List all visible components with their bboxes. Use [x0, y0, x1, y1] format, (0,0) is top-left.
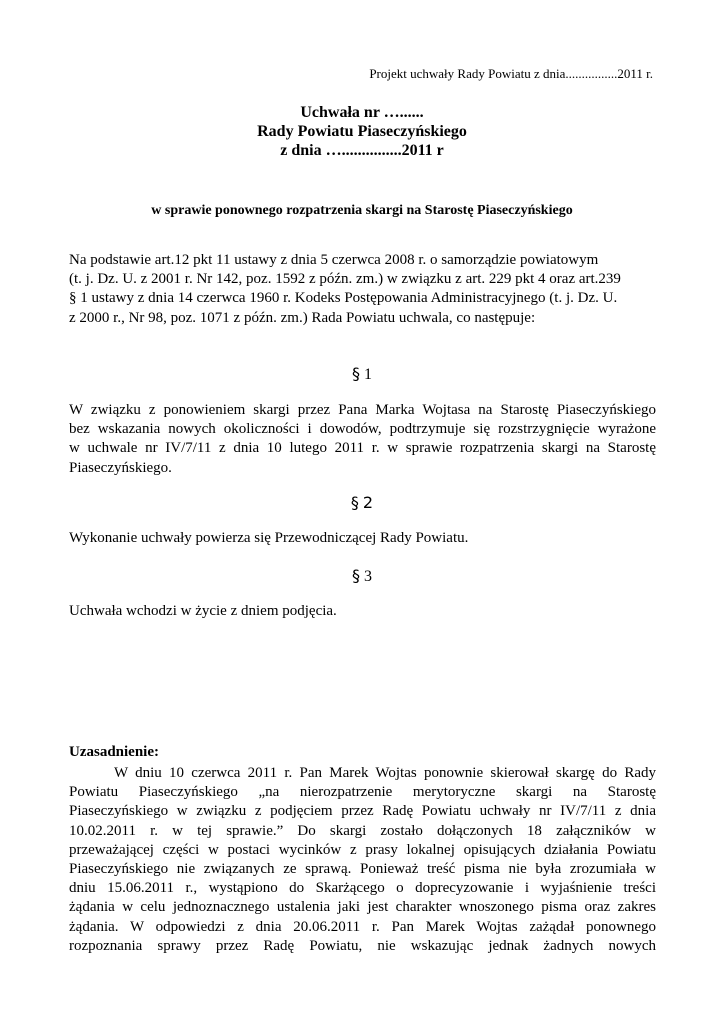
- justification-line: żądania. W odpowiedzi z dnia 20.06.2011 r. Pan Marek Wojtas zażądał ponownego: [69, 918, 656, 935]
- preamble-line: z 2000 r., Nr 98, poz. 1071 z późn. zm.) Rada Powiatu uchwala, co następuje:: [69, 309, 536, 326]
- section-1-paragraph: [69, 401, 656, 478]
- section-2-heading: [0, 493, 724, 513]
- section-1-line: W związku z ponowieniem skargi przez Pana Marka Wojtasa na Starostę Piaseczyńskiego: [69, 402, 656, 418]
- justification-line: Powiatu Piaseczyńskiego „na nierozpatrzenie merytoryczne skargi na Starostę: [69, 784, 656, 801]
- project-note: Projekt uchwały Rady Powiatu z dnia................2011 r.: [369, 66, 653, 81]
- section-1-line: w uchwale nr IV/7/11 z dnia 10 lutego 2011 r. w sprawie rozpatrzenia skargi na Starostę: [69, 440, 656, 457]
- section-number: 2: [362, 493, 374, 512]
- section-number: 3: [364, 568, 372, 585]
- resolution-title: [0, 103, 724, 160]
- section-1-heading: [0, 364, 724, 384]
- preamble-line: § 1 ustawy z dnia 14 czerwca 1960 r. Kodeks Postępowania Administracyjnego (t. j. Dz. U.: [69, 290, 618, 307]
- preamble-line: Na podstawie art.12 pkt 11 ustawy z dnia 5 czerwca 2008 r. o samorządzie powiatowym: [69, 252, 599, 268]
- section-2-paragraph: [69, 529, 656, 548]
- justification-line: 10.02.2011 r. w tej sprawie.” Do skargi zostało dołączonych 18 załączników w: [69, 822, 656, 839]
- justification-title: Uzasadnienie:: [69, 744, 159, 760]
- justification-line: Piaseczyńskiego w związku z podjęciem przez Radę Powiatu uchwały nr IV/7/11 z dnia: [69, 803, 656, 820]
- title-line-council: Rady Powiatu Piaseczyńskiego: [257, 123, 467, 140]
- section-symbol: §: [352, 364, 360, 383]
- justification-line: Piaseczyńskiego nie związanych ze sprawą. Ponieważ treść pisma nie była zrozumiała w: [69, 861, 656, 878]
- title-line-number: Uchwała nr …......: [300, 104, 424, 121]
- justification-line: rozpoznania sprawy przez Radę Powiatu, nie wskazując jednak żadnych nowych: [69, 937, 656, 954]
- section-symbol: §: [352, 566, 360, 585]
- justification-line: W dniu 10 czerwca 2011 r. Pan Marek Wojtas ponownie skierował skargę do Rady: [114, 765, 656, 781]
- section-1-line: bez wskazania nowych okoliczności i dowodów, podtrzymuje się rozstrzygnięcie wyrażone: [69, 421, 656, 438]
- title-line-date: z dnia …...............2011 r: [280, 142, 444, 159]
- justification-line: dniu 15.06.2011 r., wystąpiono do Skarżącego o doprecyzowanie i wyjaśnienie treści: [69, 880, 656, 897]
- section-3-line: Uchwała wchodzi w życie z dniem podjęcia.: [69, 603, 337, 619]
- justification-paragraph: [69, 764, 656, 956]
- section-1-line: Piaseczyńskiego.: [69, 459, 172, 476]
- preamble-paragraph: [69, 251, 656, 328]
- section-3-heading: [0, 566, 724, 586]
- preamble-line: (t. j. Dz. U. z 2001 r. Nr 142, poz. 1592 z późn. zm.) w związku z art. 229 pkt 4 oraz art.239: [69, 271, 621, 288]
- justification-line: przeważającej części w postaci wycinków z prasy lokalnej opisujących działania Powiatu: [69, 841, 656, 858]
- resolution-subject: w sprawie ponownego rozpatrzenia skargi na Starostę Piaseczyńskiego: [151, 203, 573, 218]
- section-3-paragraph: [69, 602, 656, 621]
- section-symbol: §: [350, 493, 359, 512]
- section-2-line: Wykonanie uchwały powierza się Przewodniczącej Rady Powiatu.: [69, 530, 469, 546]
- justification-line: żądania w celu jednoznacznego ustalenia jaki jest charakter wnoszonego pisma oraz zakres: [69, 899, 656, 916]
- section-number: 1: [364, 366, 372, 383]
